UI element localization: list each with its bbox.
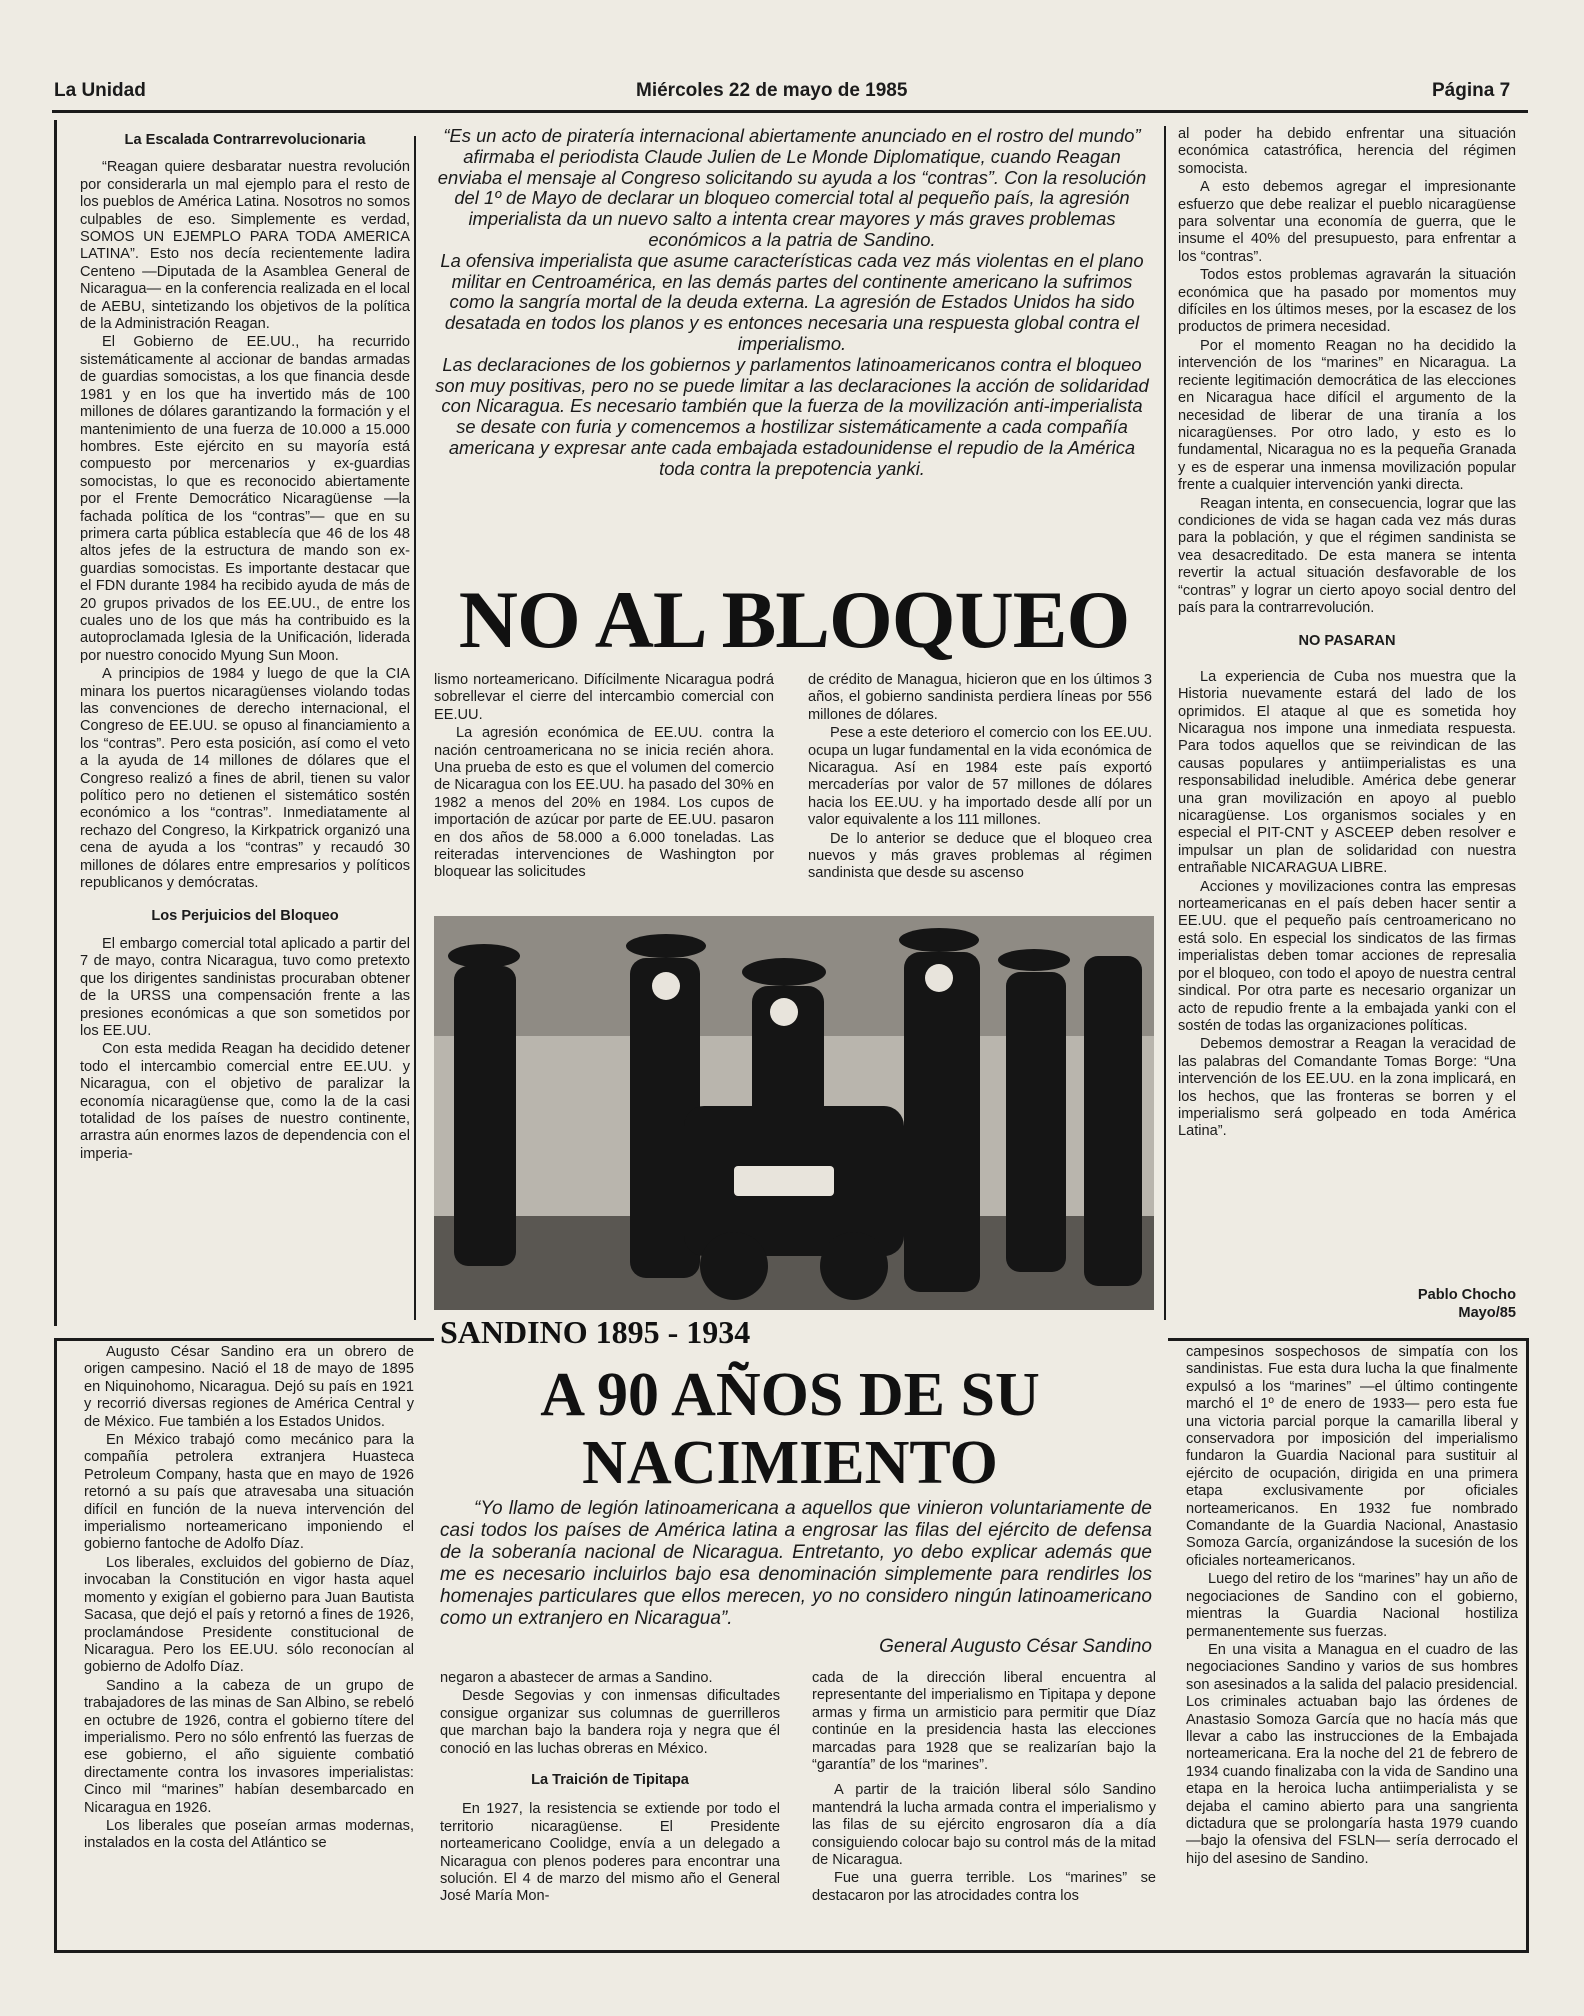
newspaper-name: La Unidad [54,80,146,101]
quote-paragraph: “Es un acto de piratería internacional abiertamente anunciado en el rostro del mundo” afirmaba el periodista Claude Julien de Le Monde Diplomatique, cuando Reagan enviaba el mensaje al Congreso solicitando su ayuda a los “contras”. Con la resolución del 1º de Mayo de declarar un bloqueo comercial total al pequeño país, la agresión imperialista da un nuevo salto a intenta crear mayores y más graves problemas económicos a la patria de Sandino. [437,126,1147,250]
quote-paragraph: Las declaraciones de los gobiernos y parlamentos latinoamericanos contra el bloqueo son muy positivas, pero no se puede limitar a las declaraciones la acción de solidaridad con Nicaragua. Es necesario también que la fuerza de la movilización anti-imperialista se desate con furia y comencemos a hostilizar sistemáticamente a cada compañía americana y expresar ante cada embajada estadounidense el repudio de la América toda contra la prepotencia yanki. [435,353,1149,479]
left-box-border [54,120,57,1326]
paragraph: El embargo comercial total aplicado a partir del 7 de mayo, contra Nicaragua, tuvo como pretexto que los dirigentes sandinistas procuraban obtener de la URSS una compensación frente a las presiones económicas a que son sometidos por los EE.UU. [80,935,410,1039]
paragraph: negaron a abastecer de armas a Sandino. [440,1670,713,1686]
paragraph: Pese a este deterioro el comercio con los EE.UU. ocupa un lugar fundamental en la vida económica de Nicaragua. Así en 1984 este país exportó mercaderías por valor de 57 millones de dólares hacia los EE.UU. y ha importado desde allí por un valor equivalente a los 111 millones. [808,725,1152,829]
byline [1300,1286,1516,1322]
sandino-box-top-right [1168,1338,1528,1341]
paragraph: El Gobierno de EE.UU., ha recurrido sistemáticamente al accionar de bandas armadas de guardias somocistas, a los que financia desde 1981 y en los que ha invertido más de 100 millones de dólares garantizando la formación y el mantenimiento de una fuerza de 10.000 a 15.000 hombres. Este ejército en su mayoría está compuesto por mercenarios y ex-guardias somocistas, lo que es reconocido abiertamente por el Frente Democrático Nicaragüense —la fachada política de los “contras”— que en su primera carta pública establecía que 46 de los 48 altos jefes de la estructura de mando son ex-guardias somocistas. Es importante destacar que el FDN durante 1984 ha recibido ayuda de más de 20 grupos privados de los EE.UU., de entre los cuales uno de los que más ha contribuido es la autoproclamada Iglesia de la Unificación, liderada por nuestro conocido Myung Sun Moon. [80,334,410,664]
paragraph: Los liberales que poseían armas modernas, instalados en la costa del Atlántico se [84,1817,414,1852]
paragraph: Augusto César Sandino era un obrero de origen campesino. Nació el 18 de mayo de 1895 en Niquinohomo, Nicaragua. Dejó su país en 1921 y recorrió diversas regiones de América Central y de México. Fue también a los Estados Unidos. [84,1344,414,1430]
page-number: Página 7 [1432,80,1511,101]
lead-quote [432,126,1152,564]
paragraph: cada de la dirección liberal encuentra al representante del imperialismo en Tipitapa y depone armas y firma un armisticio para permitir que Díaz continúe en la presidencia hasta las elecciones marcadas para 1928 que se realizarían bajo la “garantía” de los “marines”. [812,1670,1156,1774]
paragraph: al poder ha debido enfrentar una situación económica catastrófica, herencia del régimen somocista. [1178,126,1516,177]
section-heading-escalada: La Escalada Contrarrevolucionaria [124,132,366,148]
paragraph: Reagan intenta, en consecuencia, lograr que las condiciones de vida se hagan cada vez más duras para la población, y que el régimen sandinista se vea desacreditado. De esta manera se intenta revertir la actual situación desfavorable de los “contras” y lograr un cierto apoyo social dentro del país para la contrarrevolución. [1178,495,1516,616]
sandino-headline-line2: NACIMIENTO [582,1429,998,1497]
paragraph: campesinos sospechosos de simpatía con los sandinistas. Fue esta dura lucha la que finalmente expulsó a los “marines” —el último contingente marchó el 1º de enero de 1933— pero esta fue una victoria parcial porque la camarilla liberal y conservadora por imposición del imperialismo fundaron la Guardia Nacional para sustituir al ejército de ocupación, dirigida en una primera etapa exclusivamente por oficiales norteamericanos. En 1932 fue nombrado Comandante de la Guardia Nacional, Anastasio Somoza García, organizándose la sucesión de los oficiales norteamericanos. [1186,1344,1518,1569]
paragraph: Acciones y movilizaciones contra las empresas norteamericanas en el país deben hacer sentir a EE.UU. que el pequeño país centroamericano no está solo. En especial los sindicatos de las firmas imperialistas deben tomar acciones de represalia por el bloqueo, con todo el apoyo de nuestra central sindical. Por otra parte es necesario organizar un acto de repudio frente a la embajada yanki con el sostén de todas las organizaciones políticas. [1178,878,1516,1034]
paragraph: lismo norteamericano. Difícilmente Nicaragua podrá sobrellevar el cierre del intercambio comercial con EE.UU. [434,672,774,723]
section-heading-tipitapa: La Traición de Tipitapa [531,1772,689,1789]
paragraph: Fue una guerra terrible. Los “marines” se destacaron por las atrocidades contra los [812,1870,1156,1904]
author-name: Pablo Chocho [1417,1287,1516,1303]
paragraph: de crédito de Managua, hicieron que en los últimos 3 años, el gobierno sandinista perdiera líneas por 556 millones de dólares. [808,672,1152,723]
quote-attribution: General Augusto César Sandino [879,1636,1152,1657]
paragraph: Debemos demostrar a Reagan la veracidad de las palabras del Comandante Tomas Borge: “Una intervención de los EE.UU. en la zona implicará, en los hechos, que las fronteras se borren y el imperialismo será golpeado en toda América Latina”. [1178,1036,1516,1140]
paragraph: “Reagan quiere desbaratar nuestra revolución por considerarla un mal ejemplo para el resto de los pueblos de América Latina. Nosotros no somos culpables de eso. Simplemente es verdad, SOMOS UN EJEMPLO PARA TODA AMERICA LATINA”. Esto nos decía recientemente ladira Centeno —Diputada de la Asamblea General de Nicaragua— en la conferencia realizada en el local de AEBU, sintetizando los objetivos de la política de la Administración Reagan. [80,159,410,333]
paragraph: Por el momento Reagan no ha decidido la intervención de los “marines” en Nicaragua. La reciente legitimación democrática de las elecciones en Nicaragua hace difícil el argumento de la necesidad de liberar de una tiranía a los nicaragüenses. Por otro lado, y esto es lo fundamental, Nicaragua no es la pequeña Granada y es de esperar una inmensa movilización popular frente a cualquier intervención yanki directa. [1178,337,1516,494]
paragraph: A esto debemos agregar el impresionante esfuerzo que debe realizar el pueblo nicaragüense para solventar una economía de guerra, que le insume el 40% del presupuesto, para enfrentar a los “contras”. [1178,179,1516,265]
sandino-box-top-left [54,1338,434,1341]
paragraph: A principios de 1984 y luego de que la CIA minara los puertos nicaragüenses violando todas las convenciones de derecho internacional, el Congreso de EE.UU. se opuso al financiamiento a los “contras”. Pero esta posición, así como el veto a la ayuda de 14 millones de dólares que el Congreso realizó a fines de abril, tienen su valor político pero no detienen el sistemático sostén económico a los “contras”. Inmediatamente al rechazo del Congreso, la Kirkpatrick organizó una cena de ayuda a los “contras” y recaudó 30 millones de dólares entre empresarios y políticos republicanos y demócratas. [80,666,410,892]
author-date: Mayo/85 [1458,1305,1516,1321]
middle-right-column [808,672,1152,908]
soldiers-photo [434,916,1154,1310]
quote-paragraph: “Yo llamo de legión latinoamericana a aquellos que vinieron voluntariamente de casi todos los países de América latina a engrosar las filas del ejército de defensa de la soberanía nacional de Nicaragua. Entretanto, yo debo explicar además que me es necesario incluirlos bajo esa denominación simplemente para rendirles los homenajes particulares que ellos merecen, yo no considero ningún latinoamericano como un extranjero en Nicaragua”. [440,1498,1152,1629]
paragraph: En México trabajó como mecánico para la compañía petrolera extranjera Huasteca Petroleum Company, hasta que en mayo de 1926 retornó a su país que atravesaba una situación difícil en función de la nueva intervención del imperialismo norteamericano imponiendo el gobierno fantoche de Adolfo Díaz. [84,1432,414,1553]
sandino-quote [440,1498,1152,1658]
paragraph: La agresión económica de EE.UU. contra la nación centroamericana no se inicia recién ahora. Una prueba de esto es que el volumen del comercio de Nicaragua con los EE.UU. ha pasado del 30% en 1982 a menos del 20% en 1984. Los cupos de importación de azúcar por parte de EE.UU. pasaron en dos años de 58.000 a 6.000 toneladas. Las reiteradas intervenciones de Washington por bloquear las solicitudes [434,725,774,881]
middle-left-column [434,672,774,908]
paragraph: En 1927, la resistencia se extiende por todo el territorio nicaragüense. El Presidente norteamericano Coolidge, envía a un delegado a Nicaragua con plenos poderes para encontrar una solución. El 4 de marzo del mismo año el General José María Mon- [440,1801,780,1905]
sandino-box-left [54,1338,57,1952]
sandino-center-left-column [440,1670,780,1944]
paragraph: De lo anterior se deduce que el bloqueo crea nuevos y más graves problemas al régimen sandinista que desde su ascenso [808,830,1152,882]
paragraph: Sandino a la cabeza de un grupo de trabajadores de las minas de San Albino, se rebeló en octubre de 1926, contra el gobierno títere del imperialismo. Pero no sólo enfrentó las fuerzas de ese gobierno, el año siguiente combatió directamente contra los invasores imperialistas: Cinco mil “marines” habían desembarcado en Nicaragua en 1926. [84,1677,414,1816]
sandino-kicker: SANDINO 1895 - 1934 [440,1314,751,1350]
header-rule [52,110,1528,113]
paragraph: A partir de la traición liberal sólo Sandino mantendrá la lucha armada contra el imperialismo y las filas de su ejército engrosaron día a día consiguiendo colocar bajo su control más de la mitad de Nicaragua. [812,1782,1156,1869]
sandino-left-column [84,1344,414,1944]
section-heading-perjuicios: Los Perjuicios del Bloqueo [151,908,339,925]
section-heading-no-pasaran: NO PASARAN [1298,633,1396,650]
paragraph: Todos estos problemas agravarán la situación económica que ha pasado por momentos muy difíciles en los últimos meses, por la escasez de los productos de primera necesidad. [1178,267,1516,336]
paragraph: Con esta medida Reagan ha decidido detener todo el intercambio comercial entre EE.UU. y Nicaragua, con el objetivo de paralizar la economía nicaragüense que, como la de la casi totalidad de los países de nuestro continente, arrastra aún enormes lazos de dependencia con el imperia- [80,1041,410,1162]
left-column-divider [414,136,416,1320]
sandino-box-bottom [54,1950,1529,1953]
sandino-box-right [1526,1338,1529,1952]
sandino-right-column [1186,1344,1518,1944]
left-column [80,126,410,1326]
photo-illustration [434,916,1154,1310]
paragraph: Luego del retiro de los “marines” hay un año de negociaciones de Sandino con el gobierno, mientras la Guardia Nacional hostiliza permanentemente sus fuerzas. [1186,1571,1518,1640]
paragraph: La experiencia de Cuba nos muestra que la Historia nuevamente estará del lado de los oprimidos. El ataque al que es sometida hoy Nicaragua nos impone una inmediata respuesta. Para todos aquellos que se reivindican de las causas populares y antiimperialistas es una responsabilidad ineludible. América debe generar una gran movilización en apoyo al pueblo nicaragüense. Los organismos sociales y en especial el PIT-CNT y ASCEEP deben resolver e impulsar un plan de solidaridad con nuestra entrañable NICARAGUA LIBRE. [1178,668,1516,877]
sandino-center-right-column [812,1670,1156,1944]
issue-date: Miércoles 22 de mayo de 1985 [636,80,908,101]
main-headline: NO AL BLOQUEO [458,574,1130,665]
paragraph: Los liberales, excluidos del gobierno de Díaz, invocaban la Constitución en vigor hasta aquel momento y exigían el gobierno para Juan Bautista Sacasa, que dejó el país y retornó a fines de 1926, proclamándose Presidente constitucional de Nicaragua. Pero los EE.UU. sólo reconocían al gobierno de Adolfo Díaz. [84,1554,414,1676]
paragraph: En una visita a Managua en el cuadro de las negociaciones Sandino y varios de sus hombres son asesinados a la salida del palacio presidencial. Los criminales actuaban bajo las órdenes de Anastasio Somoza García que no hacía más que llevar a cabo las instrucciones de la Embajada norteamericana. Era la noche del 21 de febrero de 1934 cuando finalizaba con la vida de Sandino una etapa en la heroica lucha antiimperialista y se dejaba el camino abierto para una sangrienta dictadura que se prolongaría hasta 1979 cuando —bajo la ofensiva del FSLN— sería derrocado el hijo del asesino de Sandino. [1186,1641,1518,1867]
quote-paragraph: La ofensiva imperialista que asume características cada vez más violentas en el plano militar en Centroamérica, en las demás partes del continente americano la sufrimos como la sangría mortal de la deuda externa. La agresión de Estados Unidos ha sido desatada en todos los planos y es entonces necesaria una respuesta global contra el imperialismo. [440,249,1144,354]
right-column [1178,126,1516,1286]
paragraph: Desde Segovias y con inmensas dificultades consigue organizar sus columnas de guerrilleros que marchan bajo la bandera roja y negra que él conoció en las luchas obreras en México. [440,1688,780,1757]
right-column-divider [1164,126,1166,1320]
sandino-headline-line1: A 90 AÑOS DE SU [540,1361,1040,1429]
